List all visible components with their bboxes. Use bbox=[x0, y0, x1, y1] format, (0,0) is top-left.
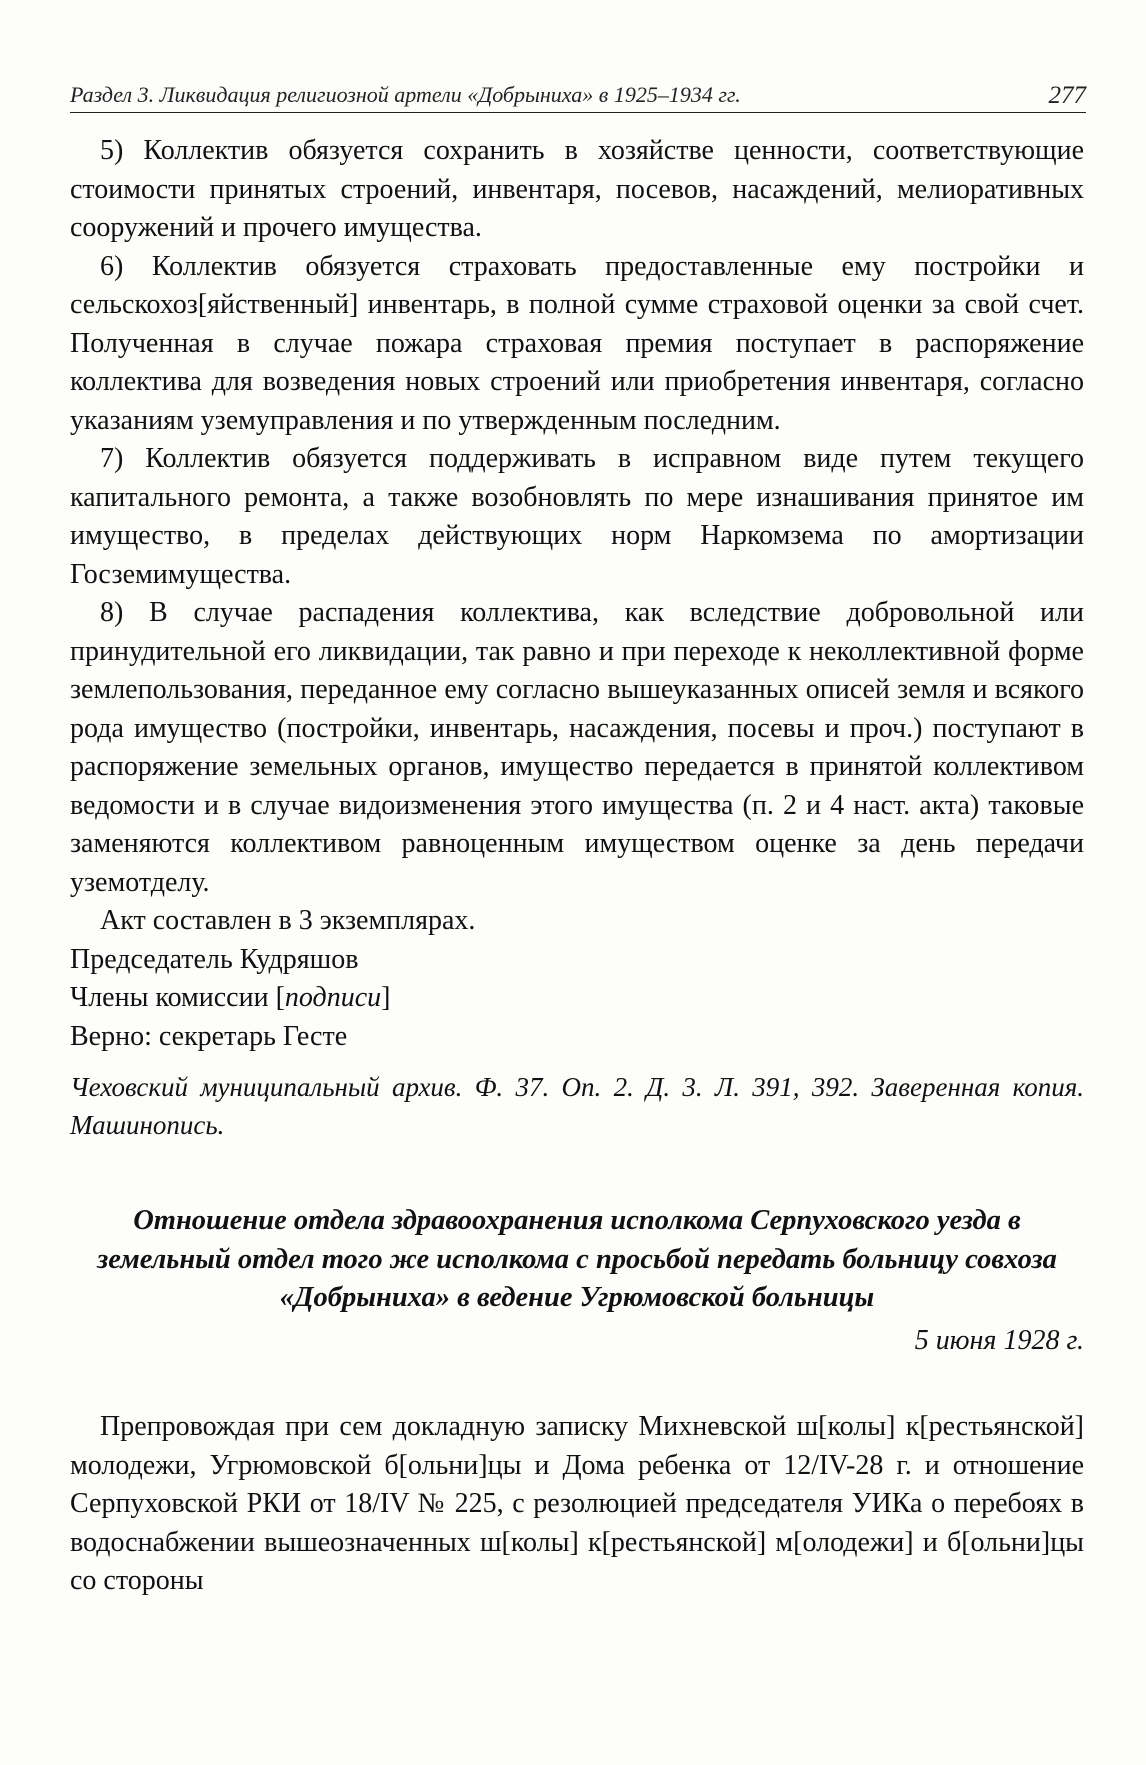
document-body-paragraph: Препровождая при сем докладную записку Михневской ш[колы] к[рестьянской] молодежи, Угрюмовской б[ольни]цы и Дома ребенка от 12/IV-28 г. и отношение Серпуховской РКИ от 18/IV № 225, с резолюцией председателя УИКа о перебоях в водоснабжении вышеозначенных ш[колы] к[рестьянской] м[олодежи] и б[ольни]цы со стороны bbox=[70, 1411, 1084, 1596]
members-prefix: Члены комиссии [ bbox=[70, 982, 285, 1013]
archive-source-note: Чеховский муниципальный архив. Ф. 37. Оп. 2. Д. 3. Л. 391, 392. Заверенная копия. Машинопись. bbox=[70, 1072, 1084, 1140]
paragraph-6: 6) Коллектив обязуется страховать предоставленные ему постройки и сельскохоз[яйственный] инвентарь, в полной сумме страховой оценки за свой счет. Полученная в случае пожара страховая премия поступает в распоряжение коллектива для возведения новых строений или приобретения инвентаря, согласно указаниям уземуправления и по утвержденным последним. bbox=[70, 250, 1084, 436]
document-date: 5 июня 1928 г. bbox=[914, 1324, 1084, 1356]
commission-members-signature bbox=[70, 979, 1084, 1018]
paragraph-7: 7) Коллектив обязуется поддерживать в исправном виде путем текущего капитального ремонта, а также возобновлять по мере изнашивания принятое им имущество, в пределах действующих норм Наркомзема по амортизации Госземимущества. bbox=[70, 443, 1084, 590]
document-title: Отношение отдела здравоохранения исполкома Серпуховского уезда в земельный отдел того же исполкома с просьбой передать больницу совхоза «Добрыниха» в ведение Угрюмовской больницы bbox=[97, 1205, 1057, 1313]
running-header bbox=[70, 78, 1086, 113]
act-copies-note: Акт составлен в 3 экземплярах. bbox=[100, 905, 476, 936]
page-number: 277 bbox=[1048, 82, 1086, 109]
paragraph-8: 8) В случае распадения коллектива, как вследствие добровольной или принудительной его ликвидации, так равно и при переходе к неколлективной форме землепользования, переданное ему согласно вышеуказанных описей земля и всякого рода имущество (постройки, инвентарь, насаждения, посевы и проч.) поступают в распоряжение земельных органов, имущество передается в принятой коллективом ведомости и в случае видоизменения этого имущества (п. 2 и 4 наст. акта) таковые заменяются коллективом равноценным имуществом оценке за день передачи уземотделу. bbox=[70, 597, 1084, 898]
members-italic: подписи bbox=[284, 982, 382, 1013]
section-title: Раздел 3. Ликвидация религиозной артели «Добрыниха» в 1925–1934 гг. bbox=[70, 82, 741, 107]
members-suffix: ] bbox=[381, 982, 391, 1013]
verified-signature: Верно: секретарь Гесте bbox=[70, 1020, 348, 1052]
main-text bbox=[70, 132, 1084, 1601]
paragraph-5: 5) Коллектив обязуется сохранить в хозяйстве ценности, соответствующие стоимости принятых строений, инвентаря, посевов, насаждений, мелиоративных сооружений и прочего имущества. bbox=[70, 135, 1084, 243]
chairman-signature: Председатель Кудряшов bbox=[70, 943, 359, 975]
